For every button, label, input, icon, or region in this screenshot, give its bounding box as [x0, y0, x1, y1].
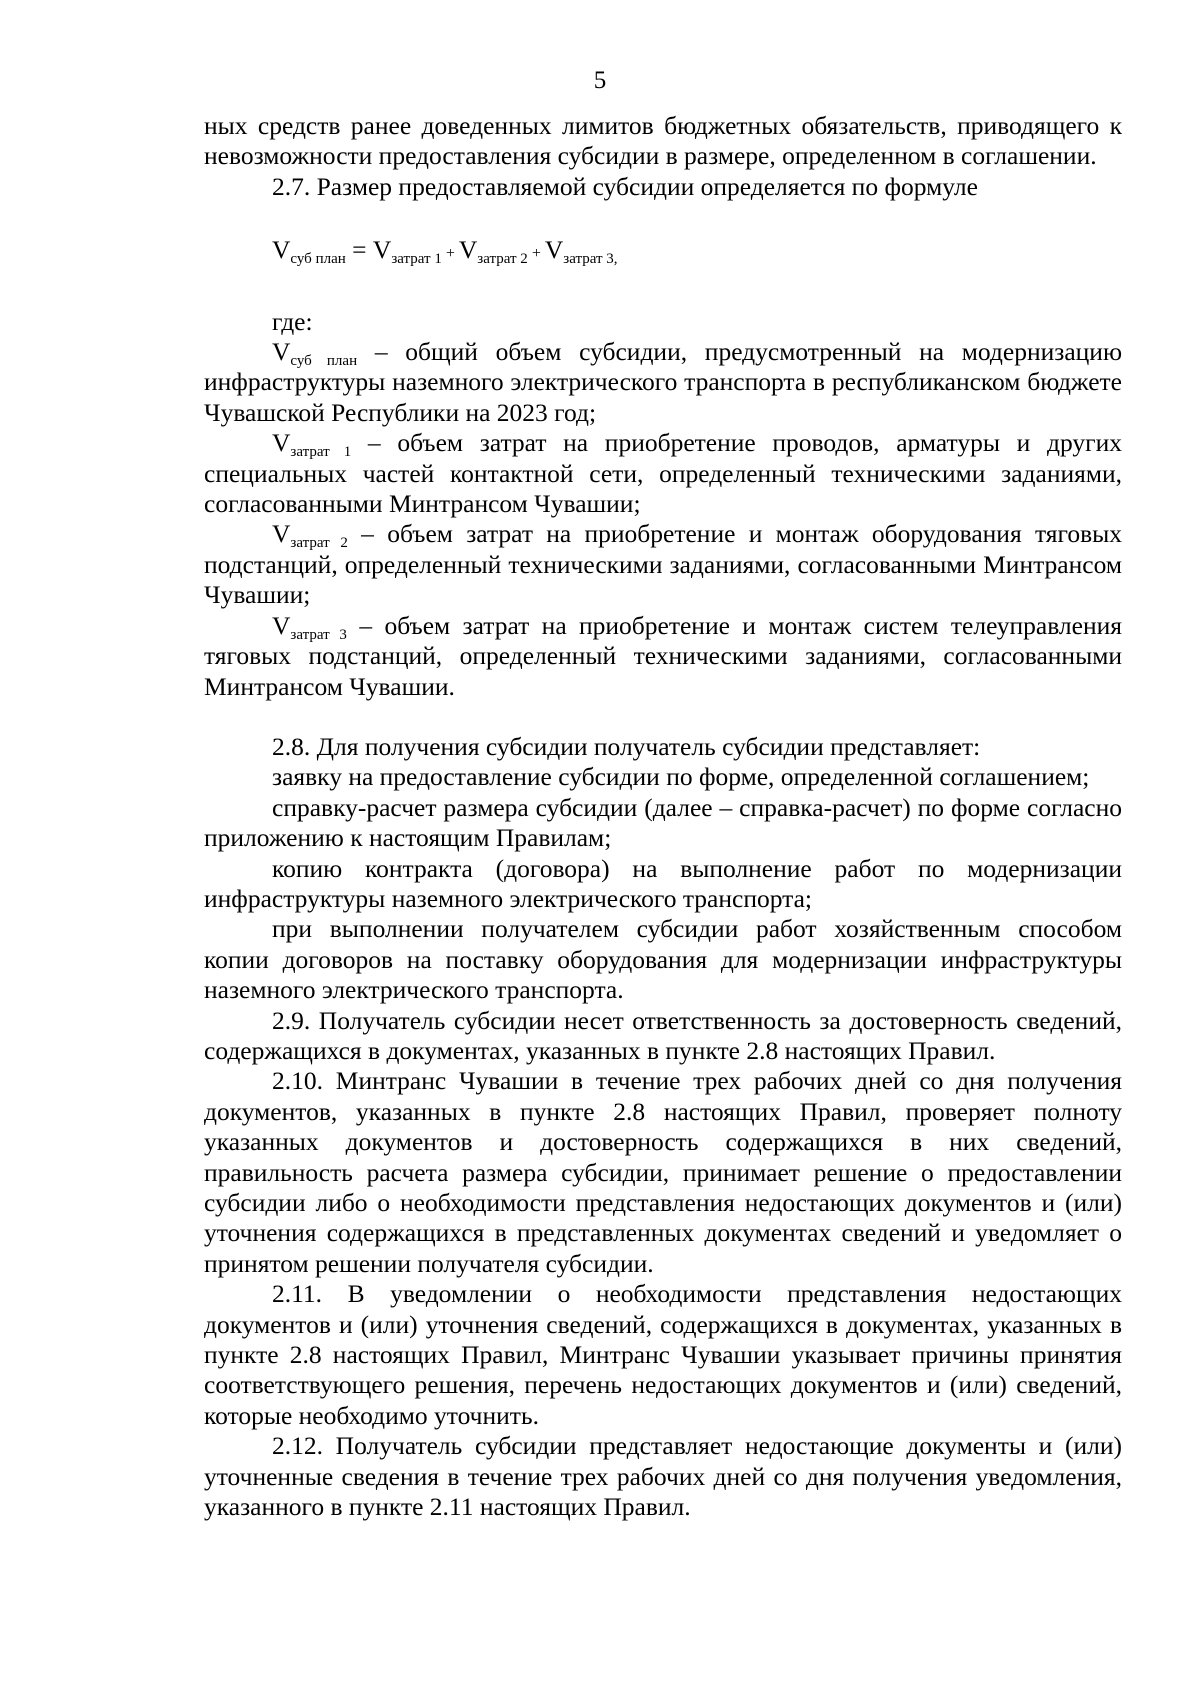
paragraph-2-11: 2.11. В уведомлении о необходимости представления недостающих документов и (или) уточнения сведений, содержащихся в документах, указанных в пункте 2.8 настоящих Правил, Минтранс Чувашии указывает причины принятия соответствующего решения, перечень недостающих документов и (или) сведений, которые необходимо уточнить.: [204, 1279, 1122, 1430]
formula-sub-1: затрат 1: [391, 251, 442, 268]
paragraph-2-8-calculation: справку-расчет размера субсидии (далее – справка-расчет) по форме согласно приложению к настоящим Правилам;: [204, 792, 1122, 853]
paragraph-2-8-contract-copy: копию контракта (договора) на выполнение работ по модернизации инфраструктуры наземного электрического транспорта;: [204, 853, 1122, 913]
formula-sub-3: затрат 3,: [563, 251, 618, 268]
definition-v-zatrat-3: $V_{затрат 3}$ – объем затрат на приобретение и монтаж систем телеуправления тяговых подстанций, определенный техническими заданиями, согласованными Минтрансом Чувашии.: [204, 610, 1122, 701]
where-label: где:: [272, 306, 313, 336]
definition-v-sub-plan: $V_{суб план}$ – общий объем субсидии, предусмотренный на модернизацию инфраструктуры наземного электрического транспорта в республиканском бюджете Чувашской Республики на 2023 год;: [204, 337, 1122, 427]
definition-v-zatrat-2: $V_{затрат 2}$ – объем затрат на приобретение и монтаж оборудования тяговых подстанций, определенный техническими заданиями, согласованными Минтрансом Чувашии;: [204, 519, 1122, 610]
formula-sub-plan: суб план: [290, 251, 346, 268]
paragraph-2-7: 2.7. Размер предоставляемой субсидии определяется по формуле: [272, 171, 978, 201]
document-body: [204, 111, 1122, 1522]
paragraph-gap: [204, 702, 1122, 732]
paragraph-2-8-application: заявку на предоставление субсидии по форме, определенной соглашением;: [272, 762, 1090, 792]
subsidy-formula: $V_{суб план} = V_{затрат 1} + V_{затрат 2} + V_{затрат 3,}$: [272, 235, 618, 268]
definition-v-zatrat-1: $V_{затрат 1}$ – объем затрат на приобретение проводов, арматуры и других специальных частей контактной сети, определенный техническими заданиями, согласованными Минтрансом Чувашии;: [204, 428, 1122, 519]
paragraph-2-12: 2.12. Получатель субсидии представляет недостающие документы и (или) уточненные сведения в течение трех рабочих дней со дня получения уведомления, указанного в пункте 2.11 настоящих Правил.: [204, 1431, 1122, 1522]
formula-sub-2: затрат 2: [477, 251, 528, 268]
page-number: 5: [593, 67, 607, 94]
paragraph-2-10: 2.10. Минтранс Чувашии в течение трех рабочих дней со дня получения документов, указанных в пункте 2.8 настоящих Правил, проверяет полноту указанных документов и достоверность содержащихся в них сведений, правильность расчета размера субсидии, принимает решение о предоставлении субсидии либо о необходимости представления недостающих документов и (или) уточнения содержащихся в представленных документах сведений и уведомляет о принятом решении получателя субсидии.: [204, 1066, 1122, 1278]
paragraph-2-8: 2.8. Для получения субсидии получатель субсидии представляет:: [272, 731, 981, 761]
paragraph-2-9: 2.9. Получатель субсидии несет ответственность за достоверность сведений, содержащихся в документах, указанных в пункте 2.8 настоящих Правил.: [204, 1005, 1122, 1065]
paragraph-continuation: ных средств ранее доведенных лимитов бюджетных обязательств, приводящего к невозможности предоставления субсидии в размере, определенном в соглашении.: [204, 111, 1122, 171]
paragraph-2-8-supply-contracts: при выполнении получателем субсидии работ хозяйственным способом копии договоров на поставку оборудования для модернизации инфраструктуры наземного электрического транспорта.: [204, 914, 1122, 1005]
